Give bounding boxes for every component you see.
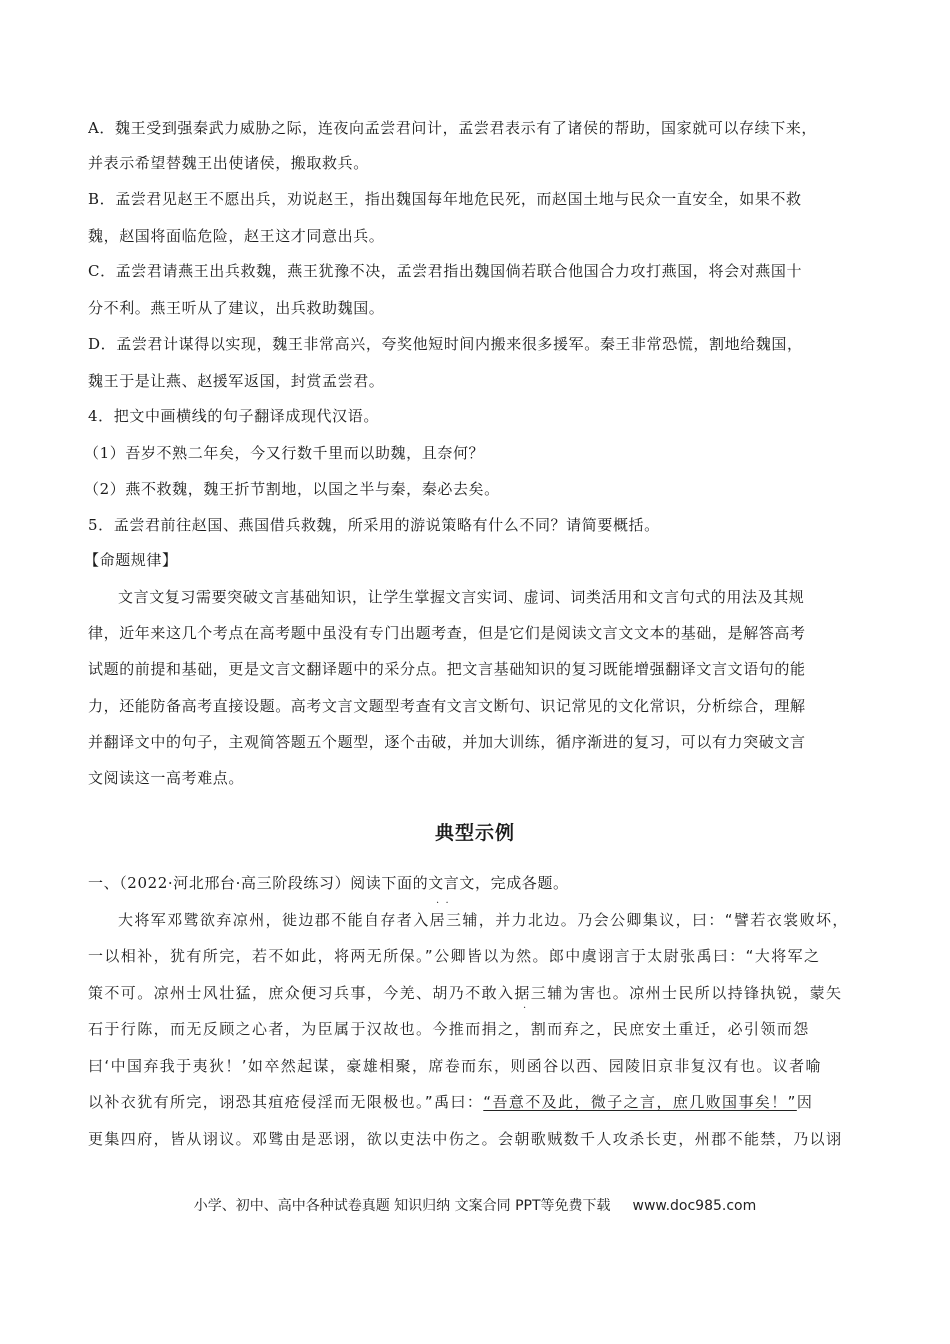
example-intro: 一、（2022·河北邢台·高三阶段练习）阅读下面的文言文，完成各题。 xyxy=(88,874,569,892)
footer-text: 小学、初中、高中各种试卷真题 知识归纳 文案合同 PPT等免费下载 xyxy=(193,1198,611,1214)
option-a-line2: 并表示希望替魏王出使诸侯，搬取救兵。 xyxy=(88,154,369,172)
example-text-line7: 更集四府，皆从诩议。邓骘由是恶诩，欲以吏法中伤之。会朝歌贼数千人攻杀长吏，州郡不能禁，乃以诩 xyxy=(88,1130,843,1148)
option-a-line1: A．魏王受到强秦武力威胁之际，连夜向孟尝君问计，孟尝君表示有了诸侯的帮助，国家就可以存续下来， xyxy=(88,119,818,137)
question-4-stem: 4．把文中画横线的句子翻译成现代汉语。 xyxy=(88,407,379,425)
option-d-line2: 魏王于是让燕、赵援军返国，封赏孟尝君。 xyxy=(88,372,385,390)
rules-heading: 【命题规律】 xyxy=(84,551,178,569)
example-text-line3: 策不可。凉州士风壮猛，庶众便习兵事，今羌、胡乃不敢入据三辅为害也。凉州士民所以持锋执锐，蒙矢 xyxy=(88,984,843,1002)
question-4-item-1: （1）吾岁不熟二年矣，今又行数千里而以助魏，且奈何？ xyxy=(84,444,485,462)
emphasis-dots: · · xyxy=(436,898,449,909)
footer-url-link[interactable]: www.doc985.com xyxy=(632,1198,757,1214)
rules-paragraph-line3: 试题的前提和基础，更是文言文翻译题中的采分点。把文言基础知识的复习既能增强翻译文言文语句的能 xyxy=(88,660,806,678)
example-text-line1: 大将军邓骘欲弃凉州，徙边郡不能自存者入居三辅，并力北边。乃会公卿集议，曰：“譬若衣裳败坏， xyxy=(118,911,849,929)
rules-paragraph-line1: 文言文复习需要突破文言基础知识，让学生掌握文言实词、虚词、词类活用和文言句式的用法及其规 xyxy=(118,588,805,606)
section-title: 典型示例 xyxy=(434,822,515,844)
question-4-item-2: （2）燕不救魏，魏王折节割地，以国之半与秦，秦必去矣。 xyxy=(84,480,500,498)
underlined-sentence: “吾意不及此，微子之言，庶几败国事矣！” xyxy=(483,1093,797,1111)
rules-paragraph-line5: 并翻译文中的句子，主观简答题五个题型，逐个击破，并加大训练，循序渐进的复习，可以有力突破文言 xyxy=(88,733,806,751)
page-footer xyxy=(0,1195,950,1215)
option-d-line1: D．孟尝君计谋得以实现，魏王非常高兴，夸奖他短时间内搬来很多援军。秦王非常恐慌，割地给魏国， xyxy=(88,335,803,353)
example-text-line2: 一以相补，犹有所完，若不如此，将两无所保。”公卿皆以为然。郎中虞诩言于太尉张禹曰：“大将军之 xyxy=(88,947,821,965)
rules-paragraph-line6: 文阅读这一高考难点。 xyxy=(88,769,245,787)
option-b-line1: B．孟尝君见赵王不愿出兵，劝说赵王，指出魏国每年地危民死，而赵国土地与民众一直安全，如果不救 xyxy=(88,190,802,208)
rules-paragraph-line2: 律，近年来这几个考点在高考题中虽没有专门出题考查，但是它们是阅读文言文文本的基础，是解答高考 xyxy=(88,624,806,642)
rules-paragraph-line4: 力，还能防备高考直接设题。高考文言文题型考查有文言文断句、识记常见的文化常识，分析综合，理解 xyxy=(88,697,806,715)
option-c-line2: 分不利。燕王听从了建议，出兵救助魏国。 xyxy=(88,299,385,317)
question-5-stem: 5．孟尝君前往赵国、燕国借兵救魏，所采用的游说策略有什么不同？请简要概括。 xyxy=(88,516,660,534)
option-b-line2: 魏，赵国将面临危险，赵王这才同意出兵。 xyxy=(88,227,385,245)
emphasis-dot: · xyxy=(523,1003,527,1014)
option-c-line1: C．孟尝君请燕王出兵救魏，燕王犹豫不决，孟尝君指出魏国倘若联合他国合力攻打燕国，将会对燕国十 xyxy=(88,262,803,280)
example-text-line5: 曰‘中国弃我于夷狄！’如卒然起谋，豪雄相聚，席卷而东，则函谷以西、园陵旧京非复汉有也。议者喻 xyxy=(88,1057,822,1075)
example-text-line4: 石于行陈，而无反顾之心者，为臣属于汉故也。今推而捐之，割而弃之，民庶安土重迁，必引领而怨 xyxy=(88,1020,810,1038)
example-text-line6-end: 因 xyxy=(796,1093,814,1111)
example-text-line6 xyxy=(88,1092,878,1112)
example-text-line6-start: 以补衣犹有所完，诩恐其疽疮侵淫而无限极也。”禹曰： xyxy=(88,1093,484,1111)
